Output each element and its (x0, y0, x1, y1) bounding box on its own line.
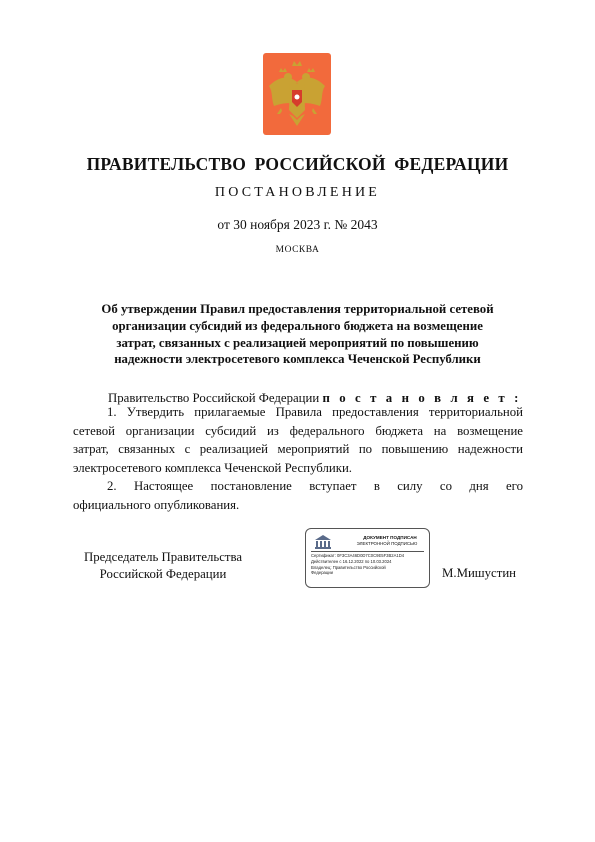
coat-of-arms-icon (257, 52, 337, 136)
clause-line: официального опубликования. (73, 497, 240, 512)
document-subject (75, 301, 520, 368)
clause-line: затрат, связанных с реализацией мероприятий по повышению надежности (73, 442, 523, 456)
stamp-divider (311, 551, 424, 552)
clause-line: 1. Утвердить прилагаемые Правила предоставления территориальной (107, 405, 523, 419)
signer-title-line: Российской Федерации (99, 567, 227, 581)
government-building-icon (314, 534, 332, 550)
stamp-details (311, 553, 426, 576)
electronic-signature-stamp (305, 528, 430, 588)
clause-line: 2. Настоящее постановление вступает в силу со дня его (107, 479, 523, 493)
stamp-subheading: ЭЛЕКТРОННОЙ ПОДПИСЬЮ (356, 541, 418, 546)
stamp-line: Действителен с 16.12.2022 по 10.03.2024 (311, 558, 392, 564)
subject-line: надежности электросетевого комплекса Чеченской Республики (114, 352, 481, 367)
signer-title-line: Председатель Правительства (83, 550, 243, 564)
stamp-line: Владелец: Правительство Российской (311, 564, 386, 570)
document-type: ПОСТАНОВЛЕНИЕ (214, 185, 381, 200)
preamble-text: Правительство Российской Федерации (108, 391, 323, 405)
signer-title (68, 549, 258, 583)
stamp-heading: ДОКУМЕНТ ПОДПИСАН (363, 535, 417, 540)
preamble-keyword: п о с т а н о в л я е т : (322, 391, 522, 405)
clause-2 (73, 477, 523, 514)
clause-line: электросетевого комплекса Чеченской Республики. (73, 460, 352, 475)
document-date-number: от 30 ноября 2023 г. № 2043 (217, 217, 378, 232)
organization-title: ПРАВИТЕЛЬСТВО РОССИЙСКОЙ ФЕДЕРАЦИИ (86, 154, 509, 174)
document-city: МОСКВА (275, 245, 320, 255)
subject-line: затрат, связанных с реализацией мероприятий по повышению (116, 335, 479, 350)
clause-line: сетевой организации субсидий из федерального бюджета на возмещение (73, 423, 523, 438)
stamp-line: Сертификат: 0F3C3A46D0D7C0C9E5F3B2A1D4 (311, 553, 405, 558)
subject-line: Об утверждении Правил предоставления территориальной сетевой (101, 302, 494, 316)
clause-1 (73, 403, 523, 477)
subject-line: организации субсидий из федерального бюджета на возмещение (112, 318, 483, 333)
stamp-line: Федерации (311, 570, 333, 576)
signer-name: М.Мишустин (442, 566, 517, 580)
